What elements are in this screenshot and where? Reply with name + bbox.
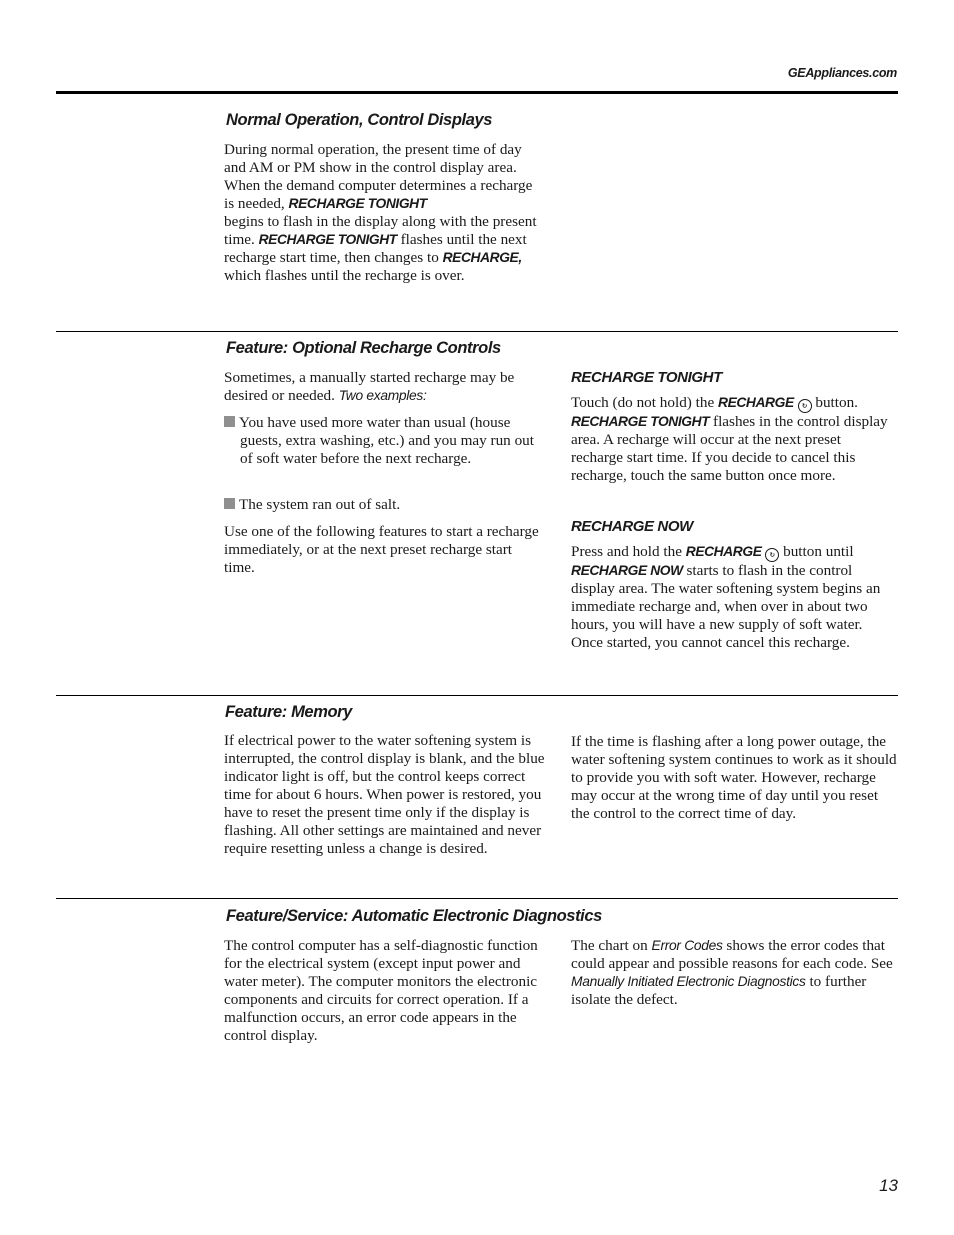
- recharge-controls-intro: Sometimes, a manually started recharge may be desired or needed. Two examples:: [224, 369, 515, 404]
- bullet-icon: [224, 416, 235, 427]
- normal-operation-text: During normal operation, the present time of day and AM or PM show in the control display area. When the demand computer determines a recharge is needed, RECHARGE TONIGHT begins to flash in the display along with the present time. RECHARGE TONIGHT flashes until the next recharge start time, then changes to RECHARGE, which flashes until the recharge is over.: [224, 141, 537, 284]
- section-title-diagnostics: Feature/Service: Automatic Electronic Diagnostics: [226, 907, 602, 925]
- recharge-now-title: RECHARGE NOW: [571, 518, 693, 535]
- recharge-tonight-text: Touch (do not hold) the RECHARGE ↻ button. RECHARGE TONIGHT flashes in the control display area. A recharge will occur at the next preset recharge start time. If you decide to cancel this recharge, touch the same button once more.: [571, 394, 888, 484]
- recharge-controls-outro: Use one of the following features to start a recharge immediately, or at the next preset recharge start time.: [224, 523, 539, 576]
- site-url: GEAppliances.com: [787, 66, 897, 80]
- list-item: You have used more water than usual (house guests, extra washing, etc.) and you may run out of soft water before the next recharge.: [224, 414, 536, 468]
- section-title-memory: Feature: Memory: [225, 703, 352, 721]
- recharge-icon: ↻: [765, 548, 779, 562]
- list-item: The system ran out of salt.: [224, 496, 536, 514]
- section-divider-2: [56, 695, 898, 696]
- diagnostics-text-left: The control computer has a self-diagnostic function for the electrical system (except input power and water meter). The computer monitors the electronic components and circuits for correct operation. If a malfunction occurs, an error code appears in the control display.: [224, 937, 538, 1044]
- memory-text-left: If electrical power to the water softening system is interrupted, the control display is blank, and the blue indicator light is off, but the control keeps correct time for about 6 hours. When power is restored, you have to reset the present time only if the display is flashing. All other settings are maintained and never require resetting unless a change is desired.: [224, 732, 545, 857]
- section-divider-1: [56, 331, 898, 332]
- section-title-normal-operation: Normal Operation, Control Displays: [226, 111, 493, 129]
- recharge-tonight-title: RECHARGE TONIGHT: [571, 369, 722, 386]
- section-divider-3: [56, 898, 898, 899]
- memory-text-right: If the time is flashing after a long power outage, the water softening system continues to work as it should to provide you with soft water. However, recharge may occur at the wrong time of day until you reset the control to the correct time of day.: [571, 733, 897, 822]
- section-title-recharge-controls: Feature: Optional Recharge Controls: [226, 339, 501, 357]
- diagnostics-text-right: The chart on Error Codes shows the error codes that could appear and possible reasons for each code. See Manually Initiated Electronic Diagnostics to further isolate the defect.: [571, 937, 893, 1008]
- header-rule: [56, 91, 898, 94]
- recharge-icon: ↻: [798, 399, 812, 413]
- bullet-icon: [224, 498, 235, 509]
- recharge-now-text: Press and hold the RECHARGE ↻ button until RECHARGE NOW starts to flash in the control display area. The water softening system begins an immediate recharge and, when over in about two hours, you will have a new supply of soft water. Once started, you cannot cancel this recharge.: [571, 543, 881, 651]
- page-number: 13: [879, 1176, 898, 1195]
